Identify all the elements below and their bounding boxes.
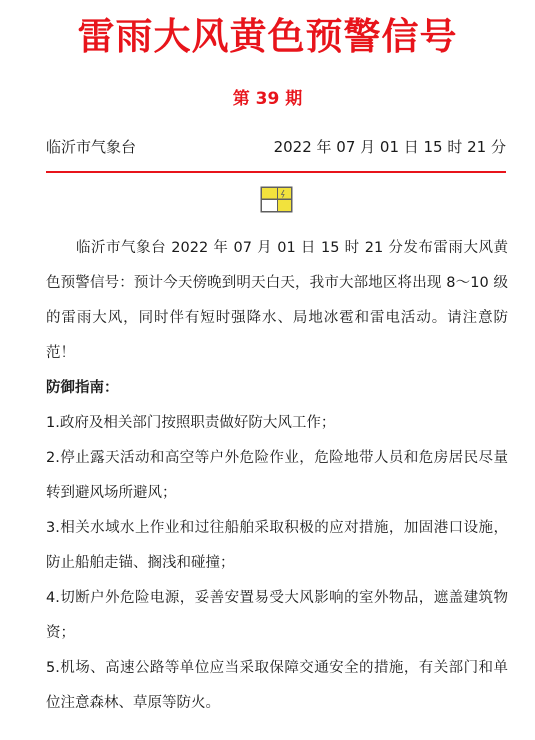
issue-number: 第 39 期 [232,89,303,109]
warning-intro: 临沂市气象台 2022 年 07 月 01 日 15 时 21 分发布雷雨大风黄色预警信号：预计今天傍晚到明天白天，我市大部地区将出现 8～10 级的雷雨大风，同时伴有短时强降水、局地冰雹和雷电活动。请注意防范！ [46,240,508,361]
defense-guide-heading: 防御指南： [46,380,119,396]
issue-datetime: 2022 年 07 月 01 日 15 时 21 分 [273,138,506,156]
guideline-item: 1.政府及相关部门按照职责做好防大风工作； [46,415,336,431]
warning-title: 雷雨大风黄色预警信号 [77,15,458,58]
guideline-item: 2.停止露天活动和高空等户外危险作业，危险地带人员和危房居民尽量转到避风场所避风； [46,450,508,501]
issuer-row [46,134,506,160]
guideline-item: 4.切断户外危险电源，妥善安置易受大风影响的室外物品，遮盖建筑物资； [46,590,508,641]
header-divider [46,171,506,173]
issuer-name: 临沂市气象台 [46,138,137,156]
thunderstorm-gale-yellow-signal-icon [260,186,293,213]
guideline-item: 3.相关水域水上作业和过往船舶采取积极的应对措施，加固港口设施，防止船舶走锚、搁浅和碰撞； [46,520,508,571]
guideline-item: 5.机场、高速公路等单位应当采取保障交通安全的措施，有关部门和单位注意森林、草原等防火。 [46,660,508,711]
